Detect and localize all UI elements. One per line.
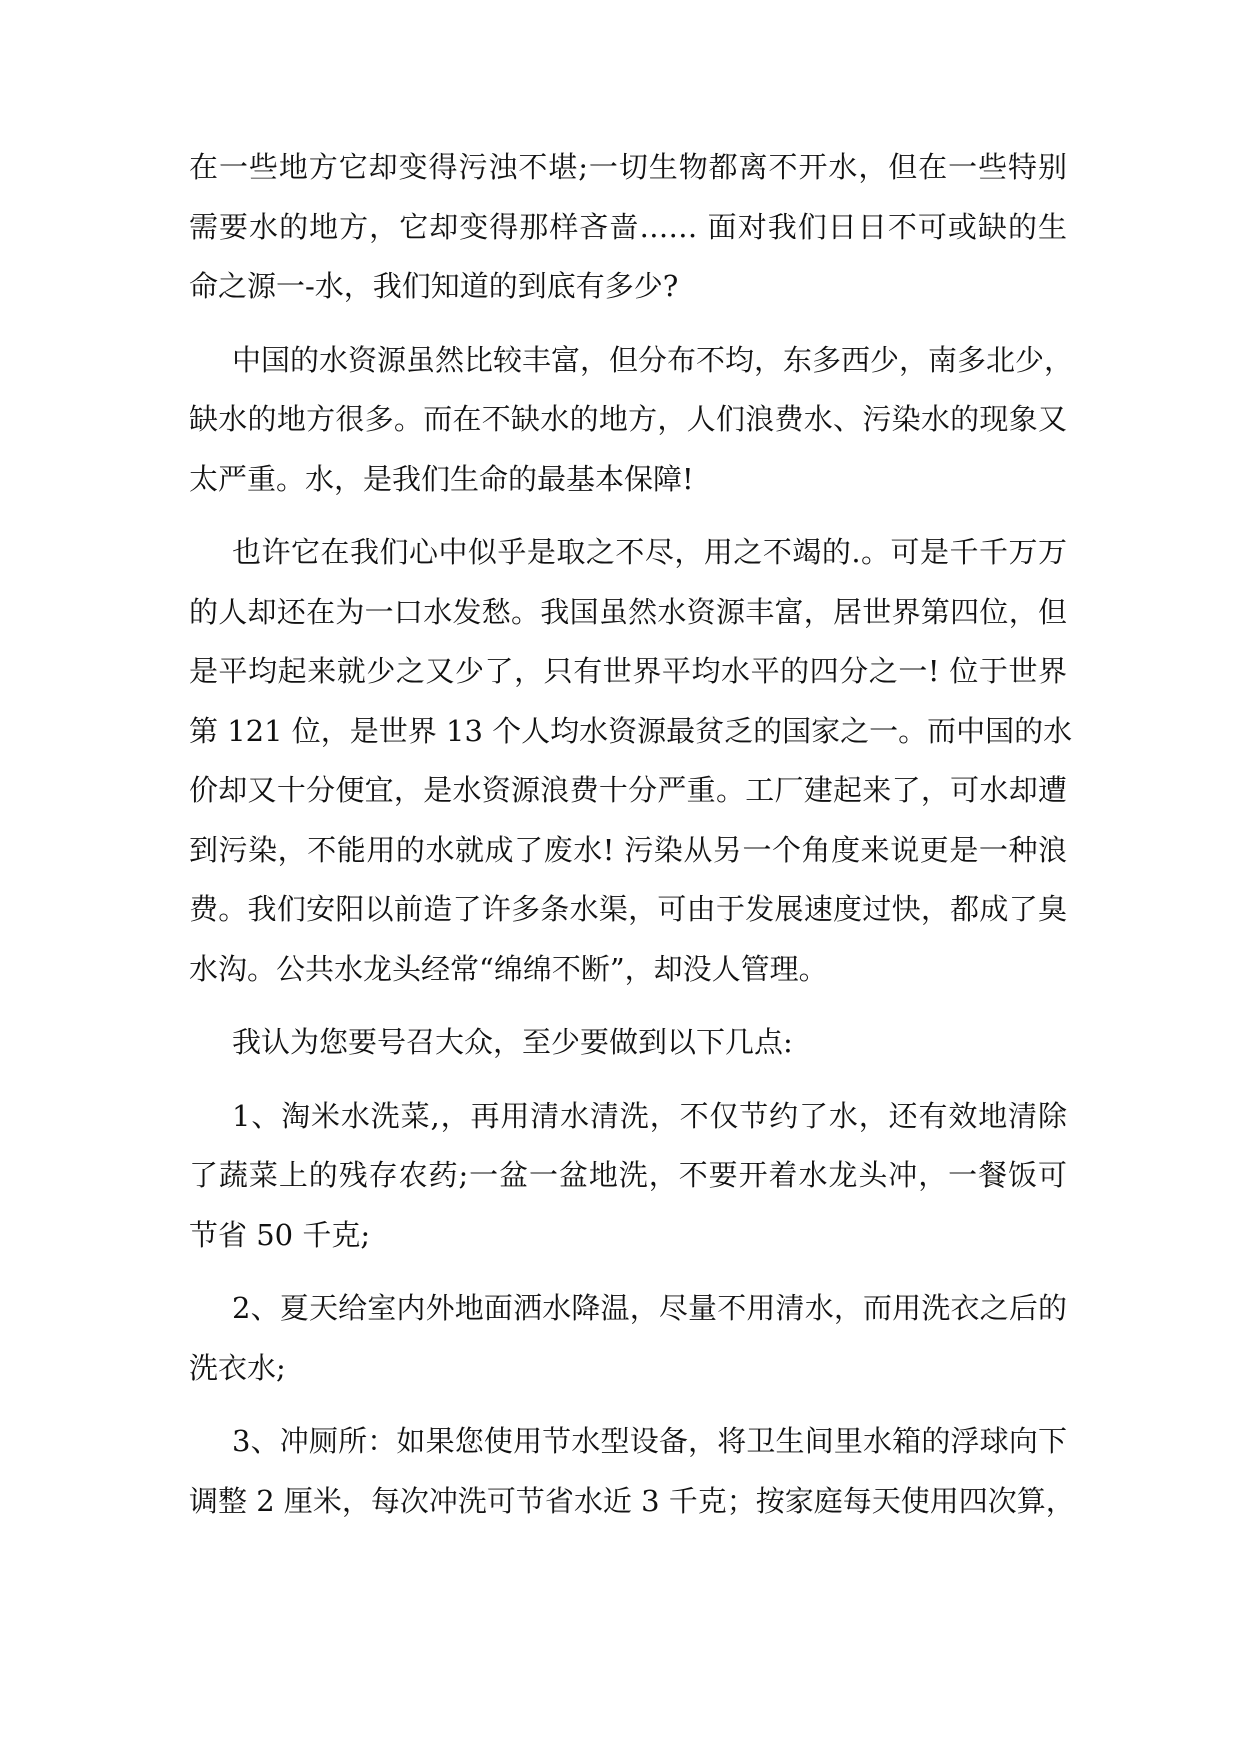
text-line: 我认为您要号召大众，至少要做到以下几点: — [232, 1025, 793, 1059]
text-line: 也许它在我们心中似乎是取之不尽，用之不竭的.。可是千千万万 — [232, 535, 1067, 569]
paragraph — [189, 331, 1074, 510]
text-line: 在一些地方它却变得污浊不堪;一切生物都离不开水，但在一些特别 — [189, 150, 1067, 184]
text-line: 水沟。公共水龙头经常“绵绵不断”，却没人管理。 — [189, 951, 828, 986]
list-item — [189, 1279, 1067, 1398]
document-body — [189, 138, 1075, 1531]
text-line: 到污染，不能用的水就成了废水! 污染从另一个角度来说更是一种浪 — [189, 832, 1067, 867]
text-line: 2、夏天给室内外地面洒水降温，尽量不用清水，而用洗衣之后的 — [232, 1291, 1067, 1325]
paragraph — [189, 523, 1073, 999]
list-item — [189, 1412, 1075, 1531]
text-line: 需要水的地方，它却变得那样吝啬…… 面对我们日日不可或缺的生 — [189, 209, 1067, 244]
paragraph — [189, 1013, 1067, 1073]
text-line: 费。我们安阳以前造了许多条水渠，可由于发展速度过快，都成了臭 — [189, 892, 1067, 926]
text-line: 是平均起来就少之又少了，只有世界平均水平的四分之一! 位于世界 — [189, 654, 1067, 688]
paragraph-gap — [189, 1073, 1067, 1087]
text-line: 调整 2 厘米，每次冲洗可节省水近 3 千克；按家庭每天使用四次算， — [189, 1483, 1075, 1518]
list-item — [189, 1087, 1067, 1266]
paragraph-gap — [189, 999, 1067, 1013]
text-line: 的人却还在为一口水发愁。我国虽然水资源丰富，居世界第四位，但 — [189, 594, 1067, 629]
text-line: 中国的水资源虽然比较丰富，但分布不均，东多西少，南多北少， — [232, 342, 1074, 377]
paragraph — [189, 138, 1067, 317]
text-line: 缺水的地方很多。而在不缺水的地方，人们浪费水、污染水的现象又 — [189, 402, 1067, 436]
text-line: 第 121 位，是世界 13 个人均水资源最贫乏的国家之一。而中国的水 — [189, 713, 1073, 748]
paragraph-gap — [189, 1398, 1067, 1412]
text-line: 价却又十分便宜，是水资源浪费十分严重。工厂建起来了，可水却遭 — [189, 773, 1067, 807]
text-line: 3、冲厕所：如果您使用节水型设备，将卫生间里水箱的浮球向下 — [232, 1424, 1067, 1458]
paragraph-gap — [189, 1265, 1067, 1279]
text-line: 洗衣水; — [189, 1350, 286, 1385]
paragraph-gap — [189, 317, 1067, 331]
text-line: 节省 50 千克; — [189, 1217, 371, 1252]
text-line: 1、淘米水洗菜,，再用清水清洗，不仅节约了水，还有效地清除 — [232, 1098, 1067, 1133]
text-line: 了蔬菜上的残存农药;一盆一盆地洗，不要开着水龙头冲，一餐饭可 — [189, 1158, 1067, 1192]
paragraph-gap — [189, 509, 1067, 523]
text-line: 命之源一-水，我们知道的到底有多少? — [189, 269, 679, 303]
text-line: 太严重。水，是我们生命的最基本保障! — [189, 461, 694, 496]
